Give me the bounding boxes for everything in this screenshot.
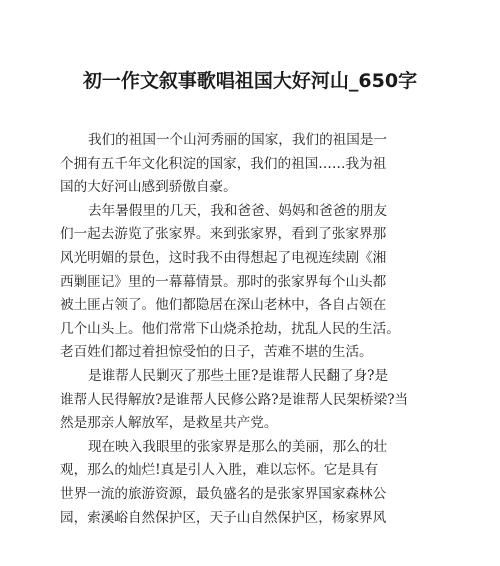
document-title: 初一作文叙事歌唱祖国大好河山_650字 <box>82 70 418 92</box>
paragraph-line: 园，索溪峪自然保护区，天子山自然保护区，杨家界风 <box>60 509 387 526</box>
paragraph-line: 谁帮人民得解放?是谁帮人民修公路?是谁帮人民架桥梁?当 <box>60 391 409 408</box>
paragraph-line: 我们的祖国一个山河秀丽的国家，我们的祖国是一 <box>88 132 388 148</box>
paragraph-line: 们一起去游览了张家界。来到张家界，看到了张家界那 <box>60 226 387 243</box>
paragraph-line: 老百姓们都过着担惊受怕的日子，苦难不堪的生活。 <box>60 344 373 361</box>
paragraph-line: 去年暑假里的几天，我和爸爸、妈妈和爸爸的朋友 <box>88 202 388 219</box>
paragraph-line: 西剿匪记》里的一幕幕情景。那时的张家界每个山头都 <box>60 273 387 290</box>
paragraph-line: 国的大好河山感到骄傲自豪。 <box>60 179 237 196</box>
paragraph-line: 是谁帮人民剿灭了那些土匪?是谁帮人民翻了身?是 <box>88 367 389 384</box>
paragraph-line: 然是那亲人解放军，是救星共产党。 <box>60 415 278 432</box>
paragraph-line: 被土匪占领了。他们都隐居在深山老林中，各自占领在 <box>60 297 387 314</box>
paragraph-line: 个拥有五千年文化积淀的国家，我们的祖国……我为祖 <box>60 155 387 172</box>
paragraph-line: 观，那么的灿烂!真是引人入胜，难以忘怀。它是具有 <box>60 462 379 479</box>
document-body <box>60 129 440 530</box>
paragraph-line: 世界一流的旅游资源，最负盛名的是张家界国家森林公 <box>60 485 387 502</box>
paragraph-line: 现在映入我眼里的张家界是那么的美丽，那么的壮 <box>88 438 388 455</box>
paragraph-line: 风光明媚的景色，这时我不由得想起了电视连续剧《湘 <box>60 249 387 266</box>
paragraph-line: 几个山头上。他们常常下山烧杀抢劫，扰乱人民的生活。 <box>60 320 400 337</box>
